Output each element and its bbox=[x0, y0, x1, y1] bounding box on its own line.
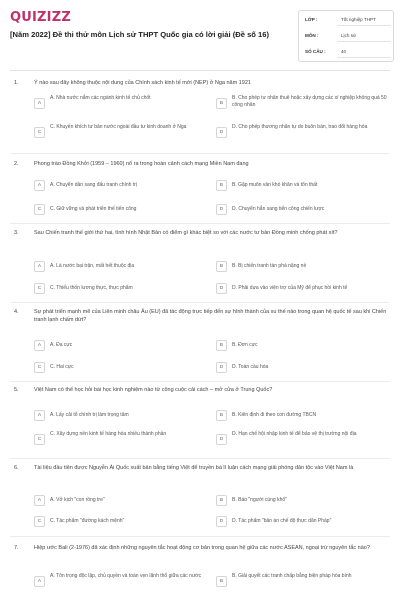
question-number: 5. bbox=[14, 387, 19, 393]
option-letter-badge: C bbox=[34, 127, 45, 138]
meta-underline bbox=[337, 25, 391, 26]
option-letter-badge: D bbox=[216, 434, 227, 445]
question-divider bbox=[10, 536, 390, 537]
meta-row-subject bbox=[303, 29, 393, 43]
option-a[interactable] bbox=[34, 409, 206, 424]
option-text: C. Tác phẩm "đường kách mệnh" bbox=[50, 518, 125, 524]
option-a[interactable] bbox=[34, 94, 206, 114]
meta-row-class bbox=[303, 13, 393, 27]
option-b[interactable] bbox=[216, 494, 388, 509]
option-b[interactable] bbox=[216, 339, 388, 354]
worksheet-header bbox=[0, 0, 400, 68]
option-text: B. Gặp muôn vàn khó khăn và tổn thất bbox=[232, 182, 318, 188]
option-letter-badge: C bbox=[34, 434, 45, 445]
question-text: Tài liệu đầu tiên được Nguyễn Ái Quốc xuất bản bằng tiếng Việt để truyền bá lí luận cách mạng giải phóng dân tộc vào Việt Nam là bbox=[34, 465, 354, 471]
option-a[interactable] bbox=[34, 260, 206, 275]
option-d[interactable] bbox=[216, 123, 388, 143]
option-text: B. Bị chiến tranh tàn phá nặng nề bbox=[232, 263, 307, 269]
option-b[interactable] bbox=[216, 260, 388, 275]
option-b[interactable] bbox=[216, 409, 388, 424]
meta-value: Tốt nghiệp THPT bbox=[341, 17, 376, 22]
meta-row-count bbox=[303, 45, 393, 59]
option-text: D. Toàn cầu hóa bbox=[232, 364, 269, 370]
meta-value: 40 bbox=[341, 49, 347, 54]
option-d[interactable] bbox=[216, 282, 388, 297]
question-divider bbox=[10, 223, 390, 224]
option-letter-badge: B bbox=[216, 98, 227, 109]
question-text: Hiệp ước Bali (2-1976) đã xác định những nguyên tắc hoạt động cơ bản trong quan hệ giữa các nước ASEAN, ngoại trừ nguyên tắc nào? bbox=[34, 545, 370, 551]
question-divider bbox=[10, 458, 390, 459]
option-letter-badge: A bbox=[34, 98, 45, 109]
option-text: A. Lấy cải tổ chính trị làm trọng tâm bbox=[50, 412, 129, 418]
question-text: Phong trào Đồng Khởi (1959 – 1960) nổ ra trong hoàn cảnh cách mạng Miền Nam đang bbox=[34, 161, 249, 167]
option-b[interactable] bbox=[216, 572, 388, 592]
question-number: 1. bbox=[14, 80, 19, 86]
question-divider bbox=[10, 381, 390, 382]
option-letter-badge: C bbox=[34, 362, 45, 373]
option-c[interactable] bbox=[34, 361, 206, 376]
question-divider bbox=[10, 302, 390, 303]
option-text: B. Đơn cực bbox=[232, 342, 258, 348]
meta-label: MÔN : bbox=[305, 33, 319, 38]
option-letter-badge: B bbox=[216, 340, 227, 351]
option-letter-badge: B bbox=[216, 576, 227, 587]
option-c[interactable] bbox=[34, 515, 206, 530]
option-c[interactable] bbox=[34, 123, 206, 143]
option-letter-badge: A bbox=[34, 576, 45, 587]
option-letter-badge: C bbox=[34, 516, 45, 527]
option-text: D. Chuyển hẳn sang tiến công chiến lược bbox=[232, 206, 325, 212]
option-text: C. Khuyến khích tư bản nước ngoài đầu tư kinh doanh ở Nga bbox=[50, 124, 187, 130]
option-text: B. Cho phép tư nhân thuê hoặc xây dựng các xí nghiệp không quá 50 công nhân bbox=[232, 95, 387, 108]
option-text: D. Tác phẩm "bản án chế độ thực dân Pháp" bbox=[232, 518, 332, 524]
meta-underline bbox=[337, 57, 391, 58]
meta-label: SỐ CÂU : bbox=[305, 49, 326, 54]
option-text: C. Xây dựng nền kinh tế hàng hóa nhiều thành phần bbox=[50, 431, 167, 437]
question-text: Sau Chiến tranh thế giới thứ hai, tình hình Nhật Bản có điểm gì khác biệt so với các nước tư bản Đồng minh chống phát xít? bbox=[34, 230, 338, 236]
option-a[interactable] bbox=[34, 339, 206, 354]
option-letter-badge: C bbox=[34, 204, 45, 215]
option-c[interactable] bbox=[34, 430, 206, 450]
option-a[interactable] bbox=[34, 572, 206, 592]
option-letter-badge: B bbox=[216, 410, 227, 421]
option-letter-badge: D bbox=[216, 204, 227, 215]
option-text: A. Nhà nước nắm các ngành kinh tế chủ chốt bbox=[50, 95, 151, 101]
option-letter-badge: A bbox=[34, 495, 45, 506]
option-letter-badge: A bbox=[34, 340, 45, 351]
option-b[interactable] bbox=[216, 94, 388, 114]
option-text: B. Giải quyết các tranh chấp bằng biện pháp hòa bình bbox=[232, 573, 352, 579]
meta-box bbox=[298, 10, 394, 62]
question-number: 2. bbox=[14, 161, 19, 167]
meta-underline bbox=[337, 41, 391, 42]
option-text: C. Thiếu thốn lương thực, thực phẩm bbox=[50, 285, 133, 291]
question-number: 7. bbox=[14, 545, 19, 551]
option-text: B. Kiên định đi theo con đường TBCN bbox=[232, 412, 317, 418]
option-letter-badge: B bbox=[216, 261, 227, 272]
worksheet-title: [Năm 2022] Đề thi thử môn Lịch sử THPT Quốc gia có lời giải (Đề số 16) bbox=[10, 30, 270, 39]
option-text: A. Đa cực bbox=[50, 342, 73, 348]
option-text: A. Chuyển dần sang đấu tranh chính trị bbox=[50, 182, 138, 188]
question-text: Sự phát triển mạnh mẽ của Liên minh châu Âu (EU) đã tác động trực tiếp đến sự hình thành của xu thế nào trong quan hệ quốc tế sau khi Chiến tranh lạnh chấm dứt? bbox=[34, 309, 387, 323]
option-text: C. Hai cực bbox=[50, 364, 74, 370]
question-number: 4. bbox=[14, 309, 19, 315]
option-letter-badge: D bbox=[216, 283, 227, 294]
option-letter-badge: B bbox=[216, 495, 227, 506]
option-d[interactable] bbox=[216, 361, 388, 376]
option-letter-badge: C bbox=[34, 283, 45, 294]
meta-value: Lịch sử bbox=[341, 33, 357, 38]
option-c[interactable] bbox=[34, 282, 206, 297]
option-letter-badge: A bbox=[34, 180, 45, 191]
option-text: A. Tôn trọng độc lập, chủ quyền và toàn vẹn lãnh thổ giữa các nước bbox=[50, 573, 202, 579]
option-a[interactable] bbox=[34, 494, 206, 509]
option-text: C. Giữ vững và phát triển thế tiến công bbox=[50, 206, 137, 212]
option-letter-badge: B bbox=[216, 180, 227, 191]
quizizz-logo: QUIZIZZ bbox=[10, 10, 71, 25]
option-c[interactable] bbox=[34, 203, 206, 218]
option-text: D. Hạn chế hội nhập kinh tế để bảo vệ thị trường nội địa bbox=[232, 431, 357, 437]
option-text: D. Cho phép thương nhân tự do buôn bán, trao đổi hàng hóa bbox=[232, 124, 368, 130]
option-text: D. Phải dựa vào viện trợ của Mỹ để phục hồi kinh tế bbox=[232, 285, 348, 291]
question-text: Ý nào sau đây không thuộc nội dung của Chính sách kinh tế mới (NEP) ở Nga năm 1921 bbox=[34, 80, 251, 86]
question-text: Việt Nam có thể học hỏi bài học kinh nghiệm nào từ công cuộc cải cách – mở cửa ở Trung Quốc? bbox=[34, 387, 273, 393]
option-text: B. Báo "người cùng khổ" bbox=[232, 497, 287, 503]
option-letter-badge: A bbox=[34, 261, 45, 272]
question-divider bbox=[10, 153, 390, 154]
header-divider bbox=[10, 70, 390, 71]
option-b[interactable] bbox=[216, 179, 388, 194]
option-d[interactable] bbox=[216, 430, 388, 450]
question-number: 6. bbox=[14, 465, 19, 471]
option-letter-badge: D bbox=[216, 516, 227, 527]
option-d[interactable] bbox=[216, 515, 388, 530]
option-letter-badge: D bbox=[216, 362, 227, 373]
option-text: A. Là nước bại trận, mất hết thuộc địa bbox=[50, 263, 135, 269]
option-letter-badge: A bbox=[34, 410, 45, 421]
option-d[interactable] bbox=[216, 203, 388, 218]
question-number: 3. bbox=[14, 230, 19, 236]
option-letter-badge: D bbox=[216, 127, 227, 138]
option-a[interactable] bbox=[34, 179, 206, 194]
meta-label: LỚP : bbox=[305, 17, 318, 22]
option-text: A. Vở kịch "con rồng tre" bbox=[50, 497, 105, 503]
